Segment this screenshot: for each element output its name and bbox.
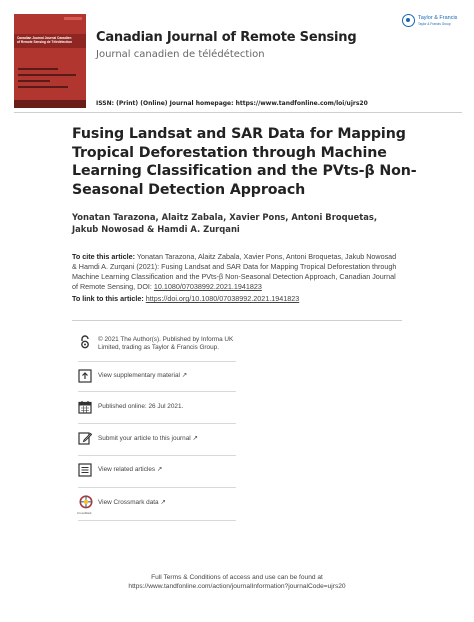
external-link-icon: ↗ bbox=[192, 435, 198, 442]
citation-block bbox=[72, 252, 402, 292]
license-row bbox=[78, 335, 236, 363]
crossmark-icon bbox=[78, 495, 94, 511]
article-title: Fusing Landsat and SAR Data for Mapping Tropical Deforestation through Machine Learning Classification and the PVts-β Non-Seasonal Detection Approach bbox=[72, 126, 417, 198]
info-divider bbox=[78, 391, 236, 392]
calendar-icon bbox=[78, 400, 92, 414]
cite-label: To cite this article: bbox=[72, 252, 135, 261]
cover-stripe bbox=[18, 80, 50, 82]
publisher-logo-icon bbox=[402, 14, 415, 27]
cite-doi-link[interactable]: 10.1080/07038992.2021.1941823 bbox=[153, 282, 262, 291]
info-divider bbox=[78, 520, 236, 521]
cover-stripe bbox=[18, 74, 76, 76]
journal-cover-image bbox=[14, 14, 86, 108]
open-access-icon bbox=[78, 335, 92, 349]
journal-title[interactable]: Canadian Journal of Remote Sensing bbox=[96, 30, 357, 45]
cover-stripe bbox=[18, 86, 68, 88]
article-link-line bbox=[72, 294, 299, 303]
license-text: © 2021 The Author(s). Published by Informa UK Limited, trading as Taylor & Francis Group. bbox=[98, 336, 234, 351]
info-divider bbox=[78, 455, 236, 456]
upload-file-icon bbox=[78, 369, 92, 383]
footer-terms bbox=[0, 573, 474, 591]
issn-homepage-line[interactable]: ISSN: (Print) (Online) Journal homepage: https://www.tandfonline.com/loi/ujrs20 bbox=[96, 100, 368, 107]
footer-line-1: Full Terms & Conditions of access and use can be found at bbox=[151, 574, 323, 581]
crossmark-link[interactable]: View Crossmark data ↗ bbox=[98, 499, 166, 506]
cover-stripe bbox=[18, 68, 58, 70]
article-authors: Yonatan Tarazona, Alaitz Zabala, Xavier Pons, Antoni Broquetas, Jakub Nowosad & Hamdi A. Zurqani bbox=[72, 212, 378, 234]
external-link-icon: ↗ bbox=[160, 499, 166, 506]
doi-link[interactable]: https://doi.org/10.1080/07038992.2021.1941823 bbox=[145, 294, 300, 303]
info-divider bbox=[78, 423, 236, 424]
related-articles-icon bbox=[78, 463, 92, 477]
crossmark-logo-text: CrossMark bbox=[77, 511, 92, 515]
published-row bbox=[78, 400, 236, 416]
header-divider bbox=[14, 112, 462, 113]
submit-row[interactable] bbox=[78, 431, 236, 447]
cite-text: Yonatan Tarazona, Alaitz Zabala, Xavier Pons, Antoni Broquetas, Jakub Nowosad & Hamdi A. Zurqani (2021): Fusing Landsat and SAR Data for Mapping Tropical Deforestation through Machine Learning Classification and the PVts-β Non-Seasonal Detection Approach, Canadian Journal of Remote Sensing, DOI: bbox=[72, 252, 397, 291]
related-row[interactable] bbox=[78, 463, 236, 479]
article-divider bbox=[72, 320, 402, 321]
publisher-name: Taylor & Francis bbox=[418, 15, 458, 21]
submit-article-link[interactable]: Submit your article to this journal ↗ bbox=[98, 435, 198, 442]
info-divider bbox=[78, 361, 236, 362]
cover-footer-band bbox=[14, 100, 86, 108]
edit-icon bbox=[78, 431, 92, 445]
supplementary-row[interactable] bbox=[78, 369, 236, 385]
cover-tag bbox=[64, 17, 82, 20]
footer-terms-link[interactable]: https://www.tandfonline.com/action/journalInformation?journalCode=ujrs20 bbox=[128, 583, 346, 590]
supplementary-link[interactable]: View supplementary material ↗ bbox=[98, 372, 188, 379]
journal-subtitle: Journal canadien de télédétection bbox=[96, 49, 265, 60]
crossmark-row[interactable] bbox=[78, 495, 236, 515]
publisher-logo[interactable] bbox=[402, 13, 464, 31]
external-link-icon: ↗ bbox=[181, 372, 188, 379]
related-articles-link[interactable]: View related articles ↗ bbox=[98, 466, 163, 473]
info-divider bbox=[78, 487, 236, 488]
published-date: Published online: 26 Jul 2021. bbox=[98, 403, 184, 410]
link-label: To link to this article: bbox=[72, 294, 144, 303]
cover-title: Canadian Journal Journal Canadien of Remote Sensing de Télédétection bbox=[17, 36, 72, 44]
external-link-icon: ↗ bbox=[156, 466, 163, 473]
publisher-sub: Taylor & Francis Group bbox=[418, 22, 451, 26]
